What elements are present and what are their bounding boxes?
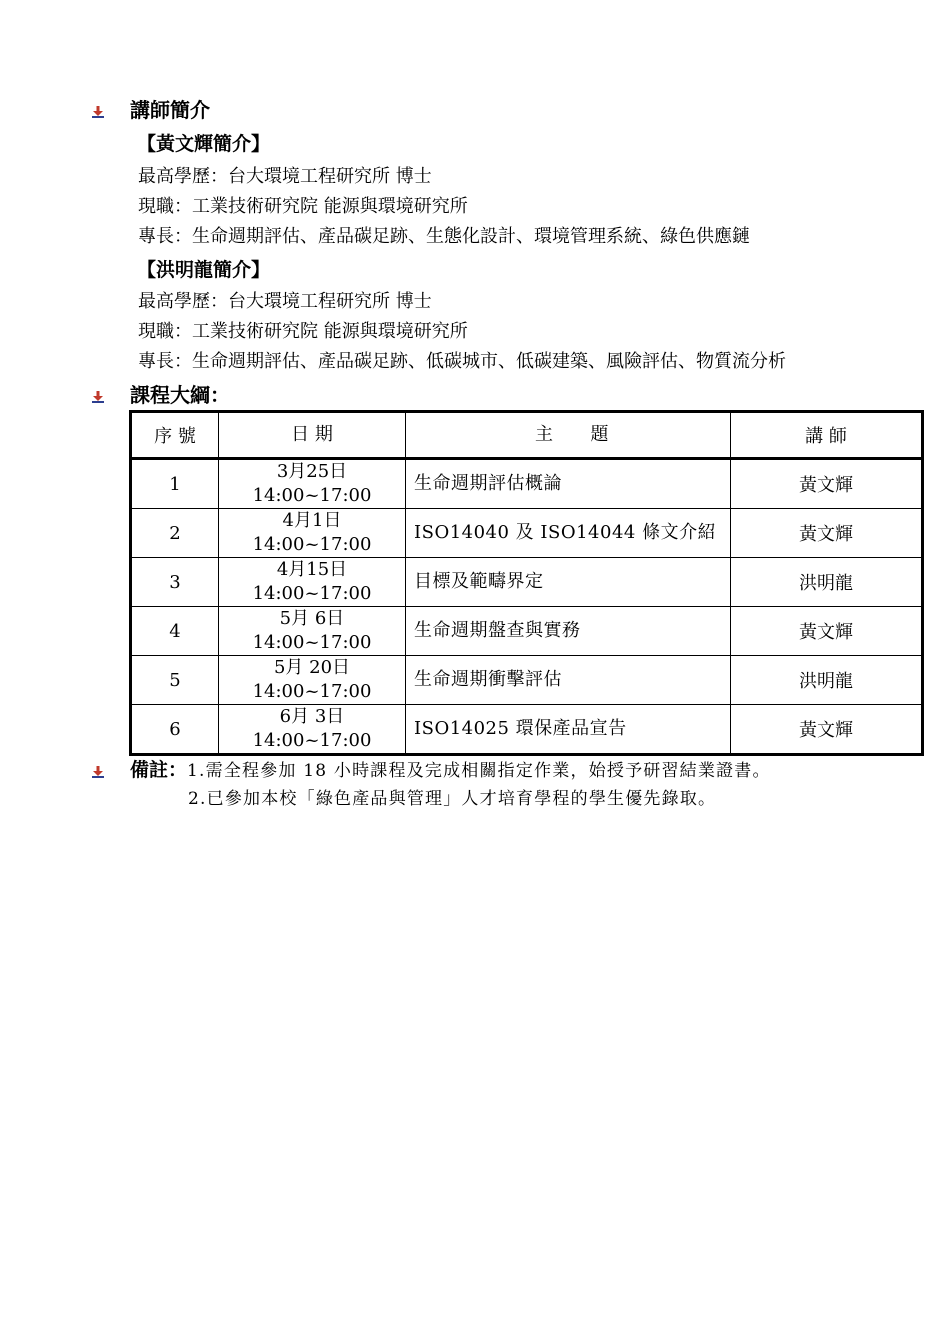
arrow-bullet-icon (92, 766, 104, 778)
row-date-day: 3月25日 (276, 461, 348, 482)
row-date-time: 14:00~17:00 (252, 485, 372, 506)
column-header-date: 日 期 (219, 412, 406, 459)
row-date-time: 14:00~17:00 (252, 534, 372, 555)
note-line-2 (188, 788, 716, 810)
row-teacher: 洪明龍 (731, 656, 923, 705)
row-date-time: 14:00~17:00 (252, 730, 372, 751)
row-date (219, 705, 406, 755)
row-date-time: 14:00~17:00 (252, 632, 372, 653)
row-date-time: 14:00~17:00 (252, 681, 372, 702)
table-row (131, 459, 923, 509)
row-date-day: 4月1日 (282, 510, 342, 531)
instructor-2-education: 最高學歷：台大環境工程研究所 博士 (138, 291, 432, 312)
row-date (219, 607, 406, 656)
row-number: 5 (131, 656, 219, 705)
row-date-day: 5月 20日 (273, 657, 351, 678)
course-outline-table (129, 410, 924, 756)
row-topic: 生命週期盤查與實務 (406, 607, 731, 656)
row-number: 4 (131, 607, 219, 656)
row-topic: 目標及範疇界定 (406, 558, 731, 607)
column-header-teacher: 講 師 (731, 412, 923, 459)
row-topic: 生命週期衝擊評估 (406, 656, 731, 705)
row-teacher: 黃文輝 (731, 705, 923, 755)
row-date (219, 459, 406, 509)
table-row (131, 558, 923, 607)
row-number: 2 (131, 509, 219, 558)
row-teacher: 黃文輝 (731, 459, 923, 509)
row-teacher: 洪明龍 (731, 558, 923, 607)
note-line-1 (130, 759, 771, 782)
table-row (131, 509, 923, 558)
row-date (219, 558, 406, 607)
row-number: 1 (131, 459, 219, 509)
instructors-heading: 講師簡介 (130, 98, 210, 122)
table-row (131, 705, 923, 755)
row-date-day: 5月 6日 (279, 608, 345, 629)
arrow-bullet-icon (92, 106, 104, 118)
outline-heading: 課程大綱： (130, 383, 230, 407)
row-date-time: 14:00~17:00 (252, 583, 372, 604)
row-topic: ISO14025 環保產品宣告 (406, 705, 731, 755)
table-row (131, 607, 923, 656)
instructor-1-position: 現職：工業技術研究院 能源與環境研究所 (138, 196, 468, 217)
row-topic: 生命週期評估概論 (406, 459, 731, 509)
arrow-bullet-icon (92, 391, 104, 403)
row-date (219, 656, 406, 705)
column-header-number: 序 號 (131, 412, 219, 459)
row-teacher: 黃文輝 (731, 509, 923, 558)
row-date-day: 4月15日 (276, 559, 348, 580)
notes-label: 備註： (130, 759, 188, 781)
instructor-2-position: 現職：工業技術研究院 能源與環境研究所 (138, 321, 468, 342)
instructor-2-name: 【洪明龍簡介】 (137, 259, 271, 281)
instructor-2-expertise: 專長：生命週期評估、產品碳足跡、低碳城市、低碳建築、風險評估、物質流分析 (138, 351, 786, 372)
note-item: 1.需全程參加 18 小時課程及完成相關指定作業，始授予研習結業證書。 (187, 761, 771, 781)
table-row (131, 656, 923, 705)
row-number: 6 (131, 705, 219, 755)
row-date (219, 509, 406, 558)
table-header-row (131, 412, 923, 459)
instructor-1-expertise: 專長：生命週期評估、產品碳足跡、生態化設計、環境管理系統、綠色供應鏈 (138, 226, 750, 247)
row-number: 3 (131, 558, 219, 607)
row-teacher: 黃文輝 (731, 607, 923, 656)
instructor-1-education: 最高學歷：台大環境工程研究所 博士 (138, 166, 432, 187)
row-topic: ISO14040 及 ISO14044 條文介紹 (406, 509, 731, 558)
row-date-day: 6月 3日 (279, 706, 345, 727)
instructor-1-name: 【黃文輝簡介】 (137, 133, 271, 155)
note-item: 2.已參加本校「綠色產品與管理」人才培育學程的學生優先錄取。 (188, 789, 717, 809)
column-header-topic: 主 題 (406, 412, 731, 459)
